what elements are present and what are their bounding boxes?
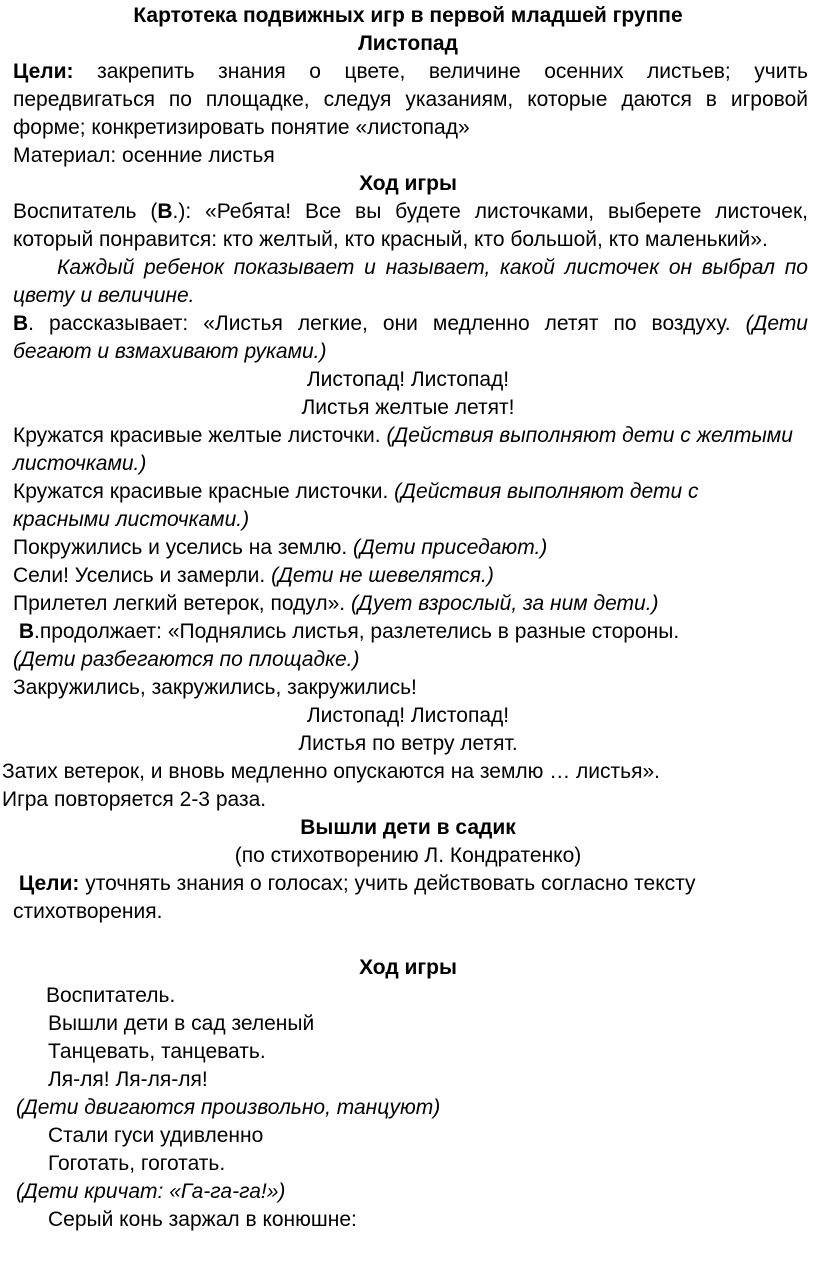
line-red-text: Кружатся красивые красные листочки.	[13, 480, 395, 503]
game1-verse1-line2: Листья желтые летят!	[301, 396, 515, 419]
line-sit-note: (Дети приседают.)	[353, 536, 548, 559]
game2-progress-heading: Ход игры	[359, 956, 457, 979]
game2-goals	[8, 870, 808, 926]
game1-progress-heading: Ход игры	[359, 172, 457, 195]
game1-goals	[8, 58, 808, 142]
line-sit-text: Покружились и уселись на землю.	[13, 536, 354, 559]
game1-verse2-line1: Листопад! Листопад!	[306, 704, 510, 727]
game2-poem-line2: Танцевать, танцевать.	[48, 1040, 266, 1063]
game1-line-red	[8, 478, 808, 534]
line-yellow-note: (Действия выполняют дети с желтыми листочками.)	[13, 424, 793, 475]
line-yellow-text: Кружатся красивые желтые листочки.	[13, 424, 387, 447]
teacher-abbrev: В	[18, 620, 35, 643]
game2-title: Вышли дети в садик	[300, 816, 516, 839]
game2-poem-line3: Ля-ля! Ля-ля-ля!	[48, 1068, 208, 1091]
teacher-intro-part-c: .): «Ребята! Все вы будете листочками, выберете листочек, который понравится: кто желтый, кто красный, кто большой, кто маленький».	[13, 200, 808, 251]
game1-teacher-story	[8, 310, 808, 366]
game2-goals-text: уточнять знания о голосах; учить действовать согласно тексту стихотворения.	[13, 872, 696, 923]
teacher-story-note: (Дети бегают и взмахивают руками.)	[13, 312, 808, 363]
game1-line-wind	[8, 590, 808, 618]
game1-teacher-intro	[8, 198, 808, 254]
game1-repeat: Игра повторяется 2-3 раза.	[2, 788, 267, 811]
line-freeze-note: (Дети не шевелятся.)	[271, 564, 494, 587]
teacher-abbrev: В	[157, 200, 173, 223]
continue-text: .продолжает: «Поднялись листья, разлетелись в разные стороны.	[34, 620, 680, 643]
game2-note2: (Дети кричат: «Га-га-га!»)	[16, 1180, 286, 1203]
line-wind-text: Прилетел легкий ветерок, подул».	[13, 592, 351, 615]
game2-source: (по стихотворению Л. Кондратенко)	[234, 844, 582, 867]
document-title: Картотека подвижных игр в первой младшей группе	[133, 4, 683, 27]
continue-note: (Дети разбегаются по площадке.)	[13, 648, 360, 671]
game2-poem-line4: Стали гуси удивленно	[48, 1124, 264, 1147]
game1-instruction: Каждый ребенок показывает и называет, какой листочек он выбрал по цвету и величине.	[13, 256, 808, 307]
game1-verse2-line2: Листья по ветру летят.	[298, 732, 518, 755]
game1-material: Материал: осенние листья	[13, 144, 275, 167]
game1-goals-text: закрепить знания о цвете, величине осенних листьев; учить передвигаться по площадке, следуя указаниям, которые даются в игровой форме; конкретизировать понятие «листопад»	[13, 60, 808, 139]
game1-line-calm: Затих ветерок, и вновь медленно опускаются на землю … листья».	[2, 760, 660, 783]
teacher-abbrev: В	[13, 312, 29, 335]
game1-title: Листопад	[358, 32, 458, 55]
game2-note1: (Дети двигаются произвольно, танцуют)	[16, 1096, 441, 1119]
game2-poem-line5: Гоготать, гоготать.	[48, 1152, 226, 1175]
teacher-intro-part-a: Воспитатель (	[13, 200, 158, 223]
line-wind-note: (Дует взрослый, за ним дети.)	[350, 592, 659, 615]
game2-teacher: Воспитатель.	[46, 984, 176, 1007]
game1-verse1-line1: Листопад! Листопад!	[306, 368, 510, 391]
game1-goals-label: Цели:	[13, 60, 74, 83]
line-red-note: (Действия выполняют дети с красными листочками.)	[13, 480, 699, 531]
teacher-story-text: . рассказывает: «Листья легкие, они медленно летят по воздуху.	[28, 312, 746, 335]
game2-goals-label: Цели:	[18, 872, 80, 895]
game2-poem-line6: Серый конь заржал в конюшне:	[48, 1208, 357, 1231]
spacer	[8, 926, 808, 954]
game1-continue	[8, 618, 808, 674]
game1-line-freeze	[8, 562, 808, 590]
game1-line-spin: Закружились, закружились, закружились!	[13, 676, 417, 699]
line-freeze-text: Сели! Уселись и замерли.	[13, 564, 272, 587]
game1-line-sit	[8, 534, 808, 562]
game2-poem-line1: Вышли дети в сад зеленый	[48, 1012, 315, 1035]
game1-line-yellow	[8, 422, 808, 478]
